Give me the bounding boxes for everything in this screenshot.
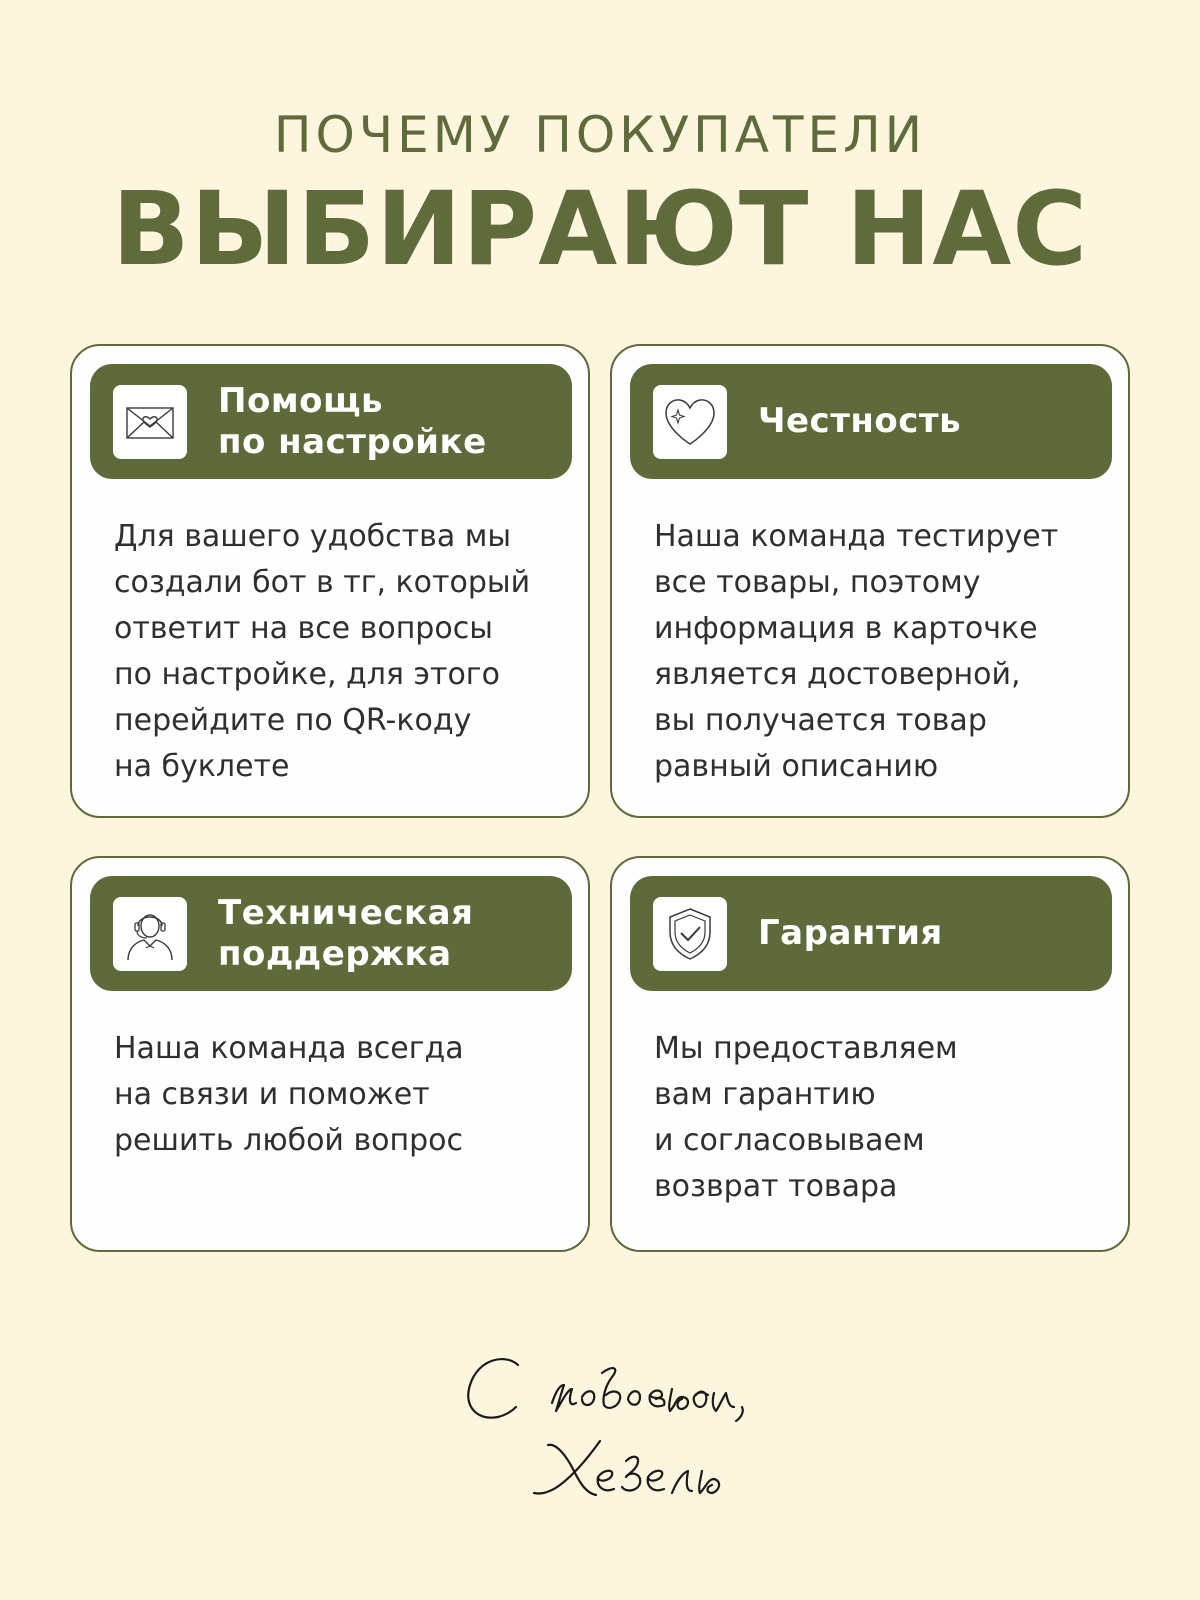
card-title: Помощь по настройке bbox=[218, 380, 487, 462]
page-subtitle: ПОЧЕМУ ПОКУПАТЕЛИ bbox=[273, 106, 927, 164]
card-title: Честность bbox=[758, 401, 962, 441]
icon-frame bbox=[653, 385, 727, 459]
card-header bbox=[90, 364, 572, 479]
icon-frame bbox=[113, 385, 187, 459]
card-header bbox=[630, 876, 1112, 991]
card-text: Для вашего удобства мы создали бот в тг, который ответит на все вопросы по настройке, для этого перейдите по QR-коду на буклете bbox=[114, 519, 531, 784]
card-text: Наша команда тестирует все товары, поэтому информация в карточке является достоверной, вы получается товар равный описанию bbox=[654, 519, 1059, 784]
card-honesty bbox=[610, 344, 1130, 818]
card-warranty bbox=[610, 856, 1130, 1252]
card-tech-support bbox=[70, 856, 590, 1252]
signature bbox=[0, 1345, 1200, 1515]
envelope-heart-icon bbox=[120, 392, 180, 452]
card-setup-help bbox=[70, 344, 590, 818]
support-operator-icon bbox=[120, 904, 180, 964]
card-title: Гарантия bbox=[758, 913, 943, 953]
shield-check-icon bbox=[660, 904, 720, 964]
card-text: Наша команда всегда на связи и поможет решить любой вопрос bbox=[114, 1031, 464, 1158]
heart-sparkle-icon bbox=[660, 392, 720, 452]
page-title: ВЫБИРАЮТ НАС bbox=[111, 170, 1089, 289]
card-header bbox=[90, 876, 572, 991]
card-text: Мы предоставляем вам гарантию и согласовываем возврат товара bbox=[654, 1031, 958, 1204]
icon-frame bbox=[113, 897, 187, 971]
card-title: Техническая поддержка bbox=[218, 892, 474, 974]
card-header bbox=[630, 364, 1112, 479]
icon-frame bbox=[653, 897, 727, 971]
